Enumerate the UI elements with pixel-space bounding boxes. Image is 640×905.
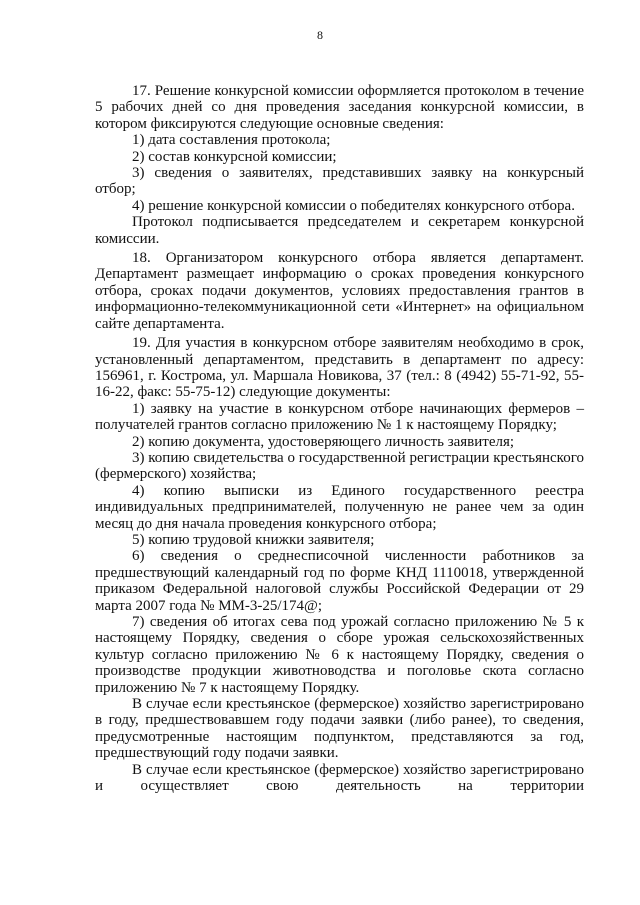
paragraph-registered-previous-year: В случае если крестьянское (фермерское) хозяйство зарегистрировано в году, предшествовавшем году подачи заявки (либо ранее), то сведения, предусмотренные настоящим подпунктом, представляются за год, предшествующий году подачи заявки. <box>95 696 584 762</box>
paragraph-protocol-signing: Протокол подписывается председателем и секретарем конкурсной комиссии. <box>95 214 584 247</box>
list-item-commission-composition: 2) состав конкурсной комиссии; <box>132 148 337 165</box>
list-item-applicants-info: 3) сведения о заявителях, представивших заявку на конкурсный отбор; <box>95 165 584 198</box>
list-item-employment-book: 5) копию трудовой книжки заявителя; <box>132 531 375 548</box>
paragraph-registered-territory: В случае если крестьянское (фермерское) хозяйство зарегистрировано и осуществляет свою деятельность на территории <box>95 761 584 795</box>
list-item-application: 1) заявку на участие в конкурсном отборе начинающих фермеров – получателей грантов согласно приложению № 1 к настоящему Порядку; <box>95 400 584 434</box>
list-item-registration-certificate: 3) копию свидетельства о государственной регистрации крестьянского (фермерского) хозяйства; <box>95 449 584 483</box>
page-number: 8 <box>317 28 323 42</box>
list-item-sowing-harvest-info: 7) сведения об итогах сева под урожай согласно приложению № 5 к настоящему Порядку, сведения о сборе урожая сельскохозяйственных культур согласно приложению № 6 к настоящему Порядку, сведения о производстве продукции животноводства и поголовье скота согласно приложению № 7 к настоящему Порядку. <box>95 614 584 696</box>
list-item-headcount-info: 6) сведения о среднесписочной численности работников за предшествующий календарный год по форме КНД 1110018, утвержденной приказом Федеральной налоговой службы Российской Федерации от 29 марта 2007 года № ММ-3-25/174@; <box>95 548 584 614</box>
paragraph-19: 19. Для участия в конкурсном отборе заявителям необходимо в срок, установленный департаментом, представить в департамент по адресу: 156961, г. Кострома, ул. Маршала Новикова, 37 (тел.: 8 (4942) 55-71-92, 55-16-22, факс: 55-75-12) следующие документы: <box>95 335 584 401</box>
list-item-register-extract: 4) копию выписки из Единого государственного реестра индивидуальных предпринимателей, полученную не ранее чем за один месяц до дня начала проведения конкурсного отбора; <box>95 482 584 532</box>
paragraph-18: 18. Организатором конкурсного отбора является департамент. Департамент размещает информацию о сроках проведения конкурсного отбора, сроках подачи документов, условиях предоставления грантов в информационно-телекоммуникационной сети «Интернет» на официальном сайте департамента. <box>95 250 584 332</box>
paragraph-17: 17. Решение конкурсной комиссии оформляется протоколом в течение 5 рабочих дней со дня проведения заседания конкурсной комиссии, в котором фиксируются следующие основные сведения: <box>95 83 584 132</box>
list-item-winners-decision: 4) решение конкурсной комиссии о победителях конкурсного отбора. <box>132 197 575 214</box>
list-item-identity-document: 2) копию документа, удостоверяющего личность заявителя; <box>132 433 515 450</box>
document-body <box>95 83 584 794</box>
list-item-protocol-date: 1) дата составления протокола; <box>132 132 331 149</box>
